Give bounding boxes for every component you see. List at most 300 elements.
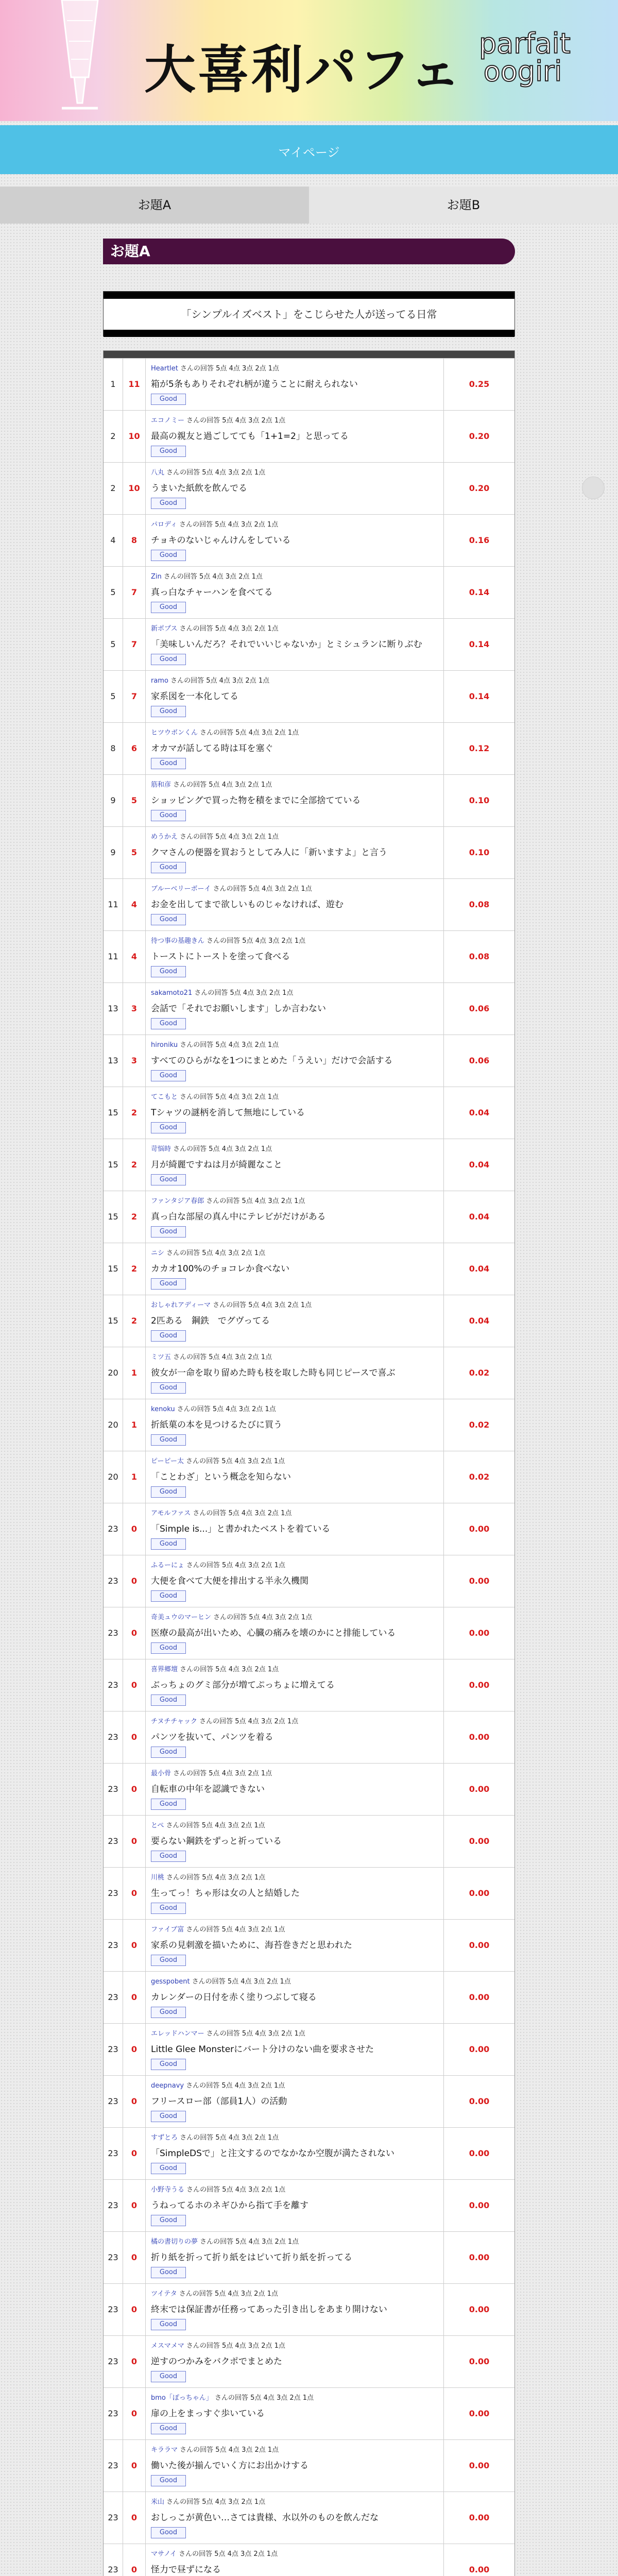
answer-meta — [151, 987, 439, 997]
answer-votes: 0 — [123, 2492, 146, 2544]
answer-score: 0.00 — [443, 1659, 514, 1711]
good-button[interactable]: Good — [151, 1590, 186, 1602]
answer-meta — [151, 1664, 439, 1673]
answer-row — [104, 1243, 514, 1295]
good-button[interactable]: Good — [151, 550, 186, 561]
answer-meta-suffix: さんの回答 5点 4点 3点 2点 1点 — [186, 1458, 285, 1465]
good-button[interactable]: Good — [151, 2527, 186, 2538]
answer-rank: 23 — [104, 1607, 123, 1659]
answer-score: 0.00 — [443, 1711, 514, 1763]
answer-rank: 15 — [104, 1139, 123, 1191]
answer-rows — [104, 358, 514, 2576]
answer-votes: 0 — [123, 1868, 146, 1919]
answer-rank: 15 — [104, 1243, 123, 1295]
answer-row — [104, 1867, 514, 1919]
answer-body — [151, 935, 439, 980]
answer-body — [151, 831, 439, 876]
answer-author[interactable]: 川桃 — [151, 1874, 165, 1882]
answer-author[interactable]: kenoku — [151, 1405, 175, 1413]
good-button[interactable]: Good — [151, 2007, 186, 2018]
answer-rank: 23 — [104, 2492, 123, 2544]
answer-votes: 0 — [123, 1503, 146, 1555]
answer-meta-suffix: さんの回答 5点 4点 3点 2点 1点 — [179, 2550, 278, 2558]
answer-body — [151, 1039, 439, 1084]
answer-votes: 1 — [123, 1347, 146, 1399]
answer-meta — [151, 831, 439, 841]
answer-author[interactable]: Zin — [151, 573, 162, 581]
answer-author[interactable]: ミツ五 — [151, 1353, 171, 1361]
answer-rank: 23 — [104, 2076, 123, 2127]
answer-text: 会話で「それでお願いします」しか言わない — [151, 1004, 326, 1014]
good-button[interactable]: Good — [151, 1538, 186, 1550]
answer-meta — [151, 883, 439, 893]
answer-votes: 0 — [123, 1764, 146, 1815]
answer-row — [104, 930, 514, 982]
answer-author[interactable]: エレッドハンマー — [151, 2030, 204, 2038]
good-button[interactable]: Good — [151, 1070, 186, 1081]
answer-meta-suffix: さんの回答 5点 4点 3点 2点 1点 — [206, 2030, 305, 2038]
good-button[interactable]: Good — [151, 966, 186, 977]
answer-author[interactable]: てこもと — [151, 1093, 178, 1101]
answer-row — [104, 410, 514, 462]
answer-meta — [151, 2236, 439, 2246]
answer-meta-suffix: さんの回答 5点 4点 3点 2点 1点 — [166, 2498, 266, 2506]
answer-text: 彼女が一命を取り留めた時も枝を取した時も同じピースで喜ぶ — [151, 1368, 396, 1378]
answer-meta — [151, 779, 439, 789]
answer-author[interactable]: 橘の書切りの夢 — [151, 2238, 198, 2246]
good-button[interactable]: Good — [151, 2319, 186, 2330]
answer-body — [151, 415, 439, 460]
answer-author[interactable]: deepnavy — [151, 2082, 184, 2090]
answer-text: 箱が5条もありそれぞれ柄が違うことに耐えられない — [151, 379, 358, 389]
answer-meta — [151, 1195, 439, 1205]
answer-meta — [151, 727, 439, 737]
answer-row — [104, 462, 514, 514]
answer-meta-suffix: さんの回答 5点 4点 3点 2点 1点 — [180, 365, 280, 372]
answer-row — [104, 826, 514, 878]
answer-author[interactable]: ヒツウボンくん — [151, 729, 198, 737]
answer-meta-suffix: さんの回答 5点 4点 3点 2点 1点 — [179, 2290, 278, 2298]
answer-meta — [151, 2392, 439, 2402]
good-button[interactable]: Good — [151, 654, 186, 665]
good-button[interactable]: Good — [151, 1486, 186, 1498]
answer-body — [151, 675, 439, 720]
good-button[interactable]: Good — [151, 2267, 186, 2278]
topic-a-heading: お題A — [103, 239, 515, 264]
answer-row — [104, 1815, 514, 1867]
answer-text: 生ってっ！ちゃ形は女の人と結婚した — [151, 1888, 300, 1899]
answer-author[interactable]: sakamoto21 — [151, 989, 193, 997]
answer-meta-suffix: さんの回答 5点 4点 3点 2点 1点 — [166, 1874, 266, 1882]
answer-body — [151, 1507, 439, 1553]
answer-author[interactable]: メスマメマ — [151, 2342, 184, 2350]
good-button[interactable]: Good — [151, 498, 186, 509]
answer-text: オカマが話してる時は耳を塞ぐ — [151, 743, 273, 754]
answer-author[interactable]: チヌチチャック — [151, 1718, 197, 1725]
answer-rank: 4 — [104, 515, 123, 566]
answer-score: 0.04 — [443, 1243, 514, 1295]
answer-votes: 0 — [123, 2544, 146, 2576]
answer-author[interactable]: 米山 — [151, 2498, 165, 2506]
answer-body — [151, 1716, 439, 1761]
answer-meta — [151, 2444, 439, 2454]
answer-author[interactable]: Heartlet — [151, 365, 178, 372]
good-button[interactable]: Good — [151, 1174, 186, 1185]
answer-text: 大便を食べて大便を排出する半永久機関 — [151, 1576, 308, 1586]
answer-meta-suffix: さんの回答 5点 4点 3点 2点 1点 — [179, 521, 279, 529]
good-button[interactable]: Good — [151, 1642, 186, 1654]
answer-meta — [151, 1039, 439, 1049]
answer-meta-suffix: さんの回答 5点 4点 3点 2点 1点 — [213, 1614, 313, 1621]
answer-rank: 23 — [104, 1555, 123, 1607]
answer-meta — [151, 519, 439, 529]
answer-rank: 5 — [104, 567, 123, 618]
answer-votes: 10 — [123, 411, 146, 462]
answer-author[interactable]: bmo「ぽっちゃん」 — [151, 2394, 213, 2402]
good-button[interactable]: Good — [151, 2059, 186, 2070]
answer-votes: 0 — [123, 1607, 146, 1659]
answer-body — [151, 1612, 439, 1657]
answer-text: クマさんの便器を買おうとしてみ人に「新いますよ」と言う — [151, 848, 387, 858]
answer-author[interactable]: ピーピー太 — [151, 1458, 184, 1465]
answer-meta-suffix: さんの回答 5点 4点 3点 2点 1点 — [194, 989, 294, 997]
good-button[interactable]: Good — [151, 1278, 186, 1290]
answer-author[interactable]: アモルファス — [151, 1510, 191, 1517]
answer-votes: 2 — [123, 1087, 146, 1139]
answer-text: 折紙菓の本を見つけるたびに買う — [151, 1420, 282, 1430]
answer-row — [104, 2439, 514, 2492]
answer-author[interactable]: マサノイ — [151, 2550, 177, 2558]
answer-text: うねってるホのネギひから指て手を離す — [151, 2200, 308, 2211]
answer-rank: 9 — [104, 775, 123, 826]
answer-author[interactable]: エコノミー — [151, 417, 185, 425]
answer-row — [104, 1139, 514, 1191]
answer-score: 0.00 — [443, 1764, 514, 1815]
answer-body — [151, 2236, 439, 2281]
answer-meta — [151, 415, 439, 425]
answer-author[interactable]: 筋和彦 — [151, 781, 171, 789]
answer-rank: 23 — [104, 1920, 123, 1971]
answer-meta — [151, 1143, 439, 1153]
answer-author[interactable]: 喜界郷壇 — [151, 1666, 178, 1673]
answer-score: 0.00 — [443, 1555, 514, 1607]
answer-votes: 3 — [123, 983, 146, 1035]
answer-score: 0.00 — [443, 2284, 514, 2335]
good-button[interactable]: Good — [151, 2423, 186, 2434]
answer-rank: 23 — [104, 1503, 123, 1555]
answer-meta — [151, 2496, 439, 2506]
answer-author[interactable]: ファンタジア春郎 — [151, 1197, 204, 1205]
answer-text: 終末では保証書が任務ってあった引き出しをあまり開けない — [151, 2304, 387, 2315]
good-button[interactable]: Good — [151, 1330, 186, 1342]
answer-meta-suffix: さんの回答 5点 4点 3点 2点 1点 — [186, 2186, 286, 2194]
answer-votes: 8 — [123, 515, 146, 566]
answer-rank: 11 — [104, 931, 123, 982]
tab-topic-b[interactable]: お題B — [309, 187, 618, 224]
answer-text: 働いた後が揃んでいく方にお出かけする — [151, 2461, 308, 2471]
answer-row — [104, 670, 514, 722]
good-button[interactable]: Good — [151, 1434, 186, 1446]
answer-body — [151, 467, 439, 512]
good-button[interactable]: Good — [151, 914, 186, 925]
answer-text: カレンダーの日付を赤く塗りつぶして寝る — [151, 1992, 317, 2003]
answer-author[interactable]: ふるーにょ — [151, 1562, 184, 1569]
answer-author[interactable]: gesspobent — [151, 1978, 190, 1986]
good-button[interactable]: Good — [151, 1747, 186, 1758]
answer-score: 0.20 — [443, 411, 514, 462]
answer-body — [151, 1299, 439, 1345]
answer-meta — [151, 1924, 439, 1934]
good-button[interactable]: Good — [151, 394, 186, 405]
good-button[interactable]: Good — [151, 706, 186, 717]
good-button[interactable]: Good — [151, 1018, 186, 1029]
good-button[interactable]: Good — [151, 2475, 186, 2486]
answer-text: 自転車の中年を認識できない — [151, 1784, 265, 1794]
answer-row — [104, 2335, 514, 2387]
answer-author[interactable]: ブルーベリーボーイ — [151, 885, 211, 893]
answer-body — [151, 1455, 439, 1501]
answer-text: 逆すのつかみをバクポでまとめた — [151, 2357, 282, 2367]
logo-english[interactable]: parfait oogiri — [479, 27, 571, 88]
answer-meta — [151, 1455, 439, 1465]
answer-rank: 23 — [104, 1868, 123, 1919]
answer-body — [151, 727, 439, 772]
answer-rank: 23 — [104, 2024, 123, 2075]
answer-meta — [151, 1716, 439, 1725]
answer-score: 0.00 — [443, 2232, 514, 2283]
answer-rank: 23 — [104, 2128, 123, 2179]
good-button[interactable]: Good — [151, 446, 186, 457]
answer-row — [104, 1763, 514, 1815]
answer-author[interactable]: ツイテタ — [151, 2290, 177, 2298]
logo-japanese[interactable]: 大喜利パフェ — [144, 40, 463, 100]
answer-author[interactable]: 最小骨 — [151, 1770, 171, 1777]
good-button[interactable]: Good — [151, 1694, 186, 1706]
answer-row — [104, 514, 514, 566]
answer-table-header — [104, 351, 514, 358]
answer-author[interactable]: ファイブ富 — [151, 1926, 184, 1934]
answer-rank: 23 — [104, 2284, 123, 2335]
answer-meta-suffix: さんの回答 5点 4点 3点 2点 1点 — [192, 1978, 291, 1986]
answer-meta-suffix: さんの回答 5点 4点 3点 2点 1点 — [186, 2082, 285, 2090]
answer-body — [151, 1664, 439, 1709]
answer-votes: 1 — [123, 1451, 146, 1503]
answer-meta-suffix: さんの回答 5点 4点 3点 2点 1点 — [177, 1405, 276, 1413]
answer-body — [151, 2340, 439, 2385]
answer-text: 家系の見刺激を描いために、海苔巻きだと思われた — [151, 1940, 352, 1951]
answer-author[interactable]: パロディ — [151, 521, 177, 529]
answer-votes: 2 — [123, 1191, 146, 1243]
answer-meta — [151, 2080, 439, 2090]
answer-score: 0.00 — [443, 2544, 514, 2576]
answer-text: 真っ白なチャーハンを食べてる — [151, 587, 273, 598]
answer-score: 0.12 — [443, 723, 514, 774]
answer-row — [104, 1399, 514, 1451]
answer-meta-suffix: さんの回答 5点 4点 3点 2点 1点 — [213, 885, 312, 893]
answer-author[interactable]: 奇美ュウのマーヒン — [151, 1614, 212, 1621]
answer-meta-suffix: さんの回答 5点 4点 3点 2点 1点 — [180, 2446, 279, 2454]
answer-score: 0.02 — [443, 1347, 514, 1399]
answer-row — [104, 722, 514, 774]
answer-rank: 23 — [104, 1764, 123, 1815]
answer-rank: 23 — [104, 1816, 123, 1867]
answer-meta — [151, 2184, 439, 2194]
good-button[interactable]: Good — [151, 602, 186, 613]
answer-meta — [151, 571, 439, 581]
answer-author[interactable]: hironiku — [151, 1041, 178, 1049]
answer-author[interactable]: ramo — [151, 677, 168, 685]
answer-author[interactable]: 苛悩時 — [151, 1145, 171, 1153]
good-button[interactable]: Good — [151, 2371, 186, 2382]
answer-score: 0.02 — [443, 1399, 514, 1451]
good-button[interactable]: Good — [151, 1851, 186, 1862]
answer-body — [151, 2028, 439, 2073]
answer-score: 0.00 — [443, 2440, 514, 2492]
answer-text: ぶっちょのグミ部分が増てぷっちょに増えてる — [151, 1680, 335, 1690]
answer-meta — [151, 467, 439, 477]
answer-text: 月が綺麗ですねは月が綺麗なこと — [151, 1160, 282, 1170]
scroll-to-top-button[interactable] — [582, 477, 605, 499]
answer-row — [104, 1555, 514, 1607]
answer-rank: 20 — [104, 1399, 123, 1451]
answer-author[interactable]: ニシ — [151, 1249, 165, 1257]
answer-author[interactable]: 小野寺うる — [151, 2186, 185, 2194]
mypage-link[interactable]: マイページ — [278, 145, 340, 160]
answer-votes: 0 — [123, 1659, 146, 1711]
good-button[interactable]: Good — [151, 1382, 186, 1394]
answer-votes: 2 — [123, 1295, 146, 1347]
answer-score: 0.00 — [443, 1816, 514, 1867]
answer-score: 0.00 — [443, 2128, 514, 2179]
answer-meta-suffix: さんの回答 5点 4点 3点 2点 1点 — [173, 1353, 272, 1361]
answer-meta-suffix: さんの回答 5点 4点 3点 2点 1点 — [186, 417, 286, 425]
answer-text: 折り紙を折って折り紙をはピいて折り紙を折ってる — [151, 2252, 352, 2263]
answer-row — [104, 566, 514, 618]
answer-meta-suffix: さんの回答 5点 4点 3点 2点 1点 — [179, 625, 279, 633]
good-button[interactable]: Good — [151, 2111, 186, 2122]
answer-meta — [151, 1403, 439, 1413]
good-button[interactable]: Good — [151, 2215, 186, 2226]
answer-author[interactable]: すずとろ — [151, 2134, 178, 2142]
answer-meta — [151, 363, 439, 372]
answer-rank: 23 — [104, 1972, 123, 2023]
answer-text: 「ことわざ」という概念を知らない — [151, 1472, 291, 1482]
answer-score: 0.00 — [443, 2024, 514, 2075]
answer-body — [151, 363, 439, 408]
answer-votes: 5 — [123, 827, 146, 878]
answer-body — [151, 1195, 439, 1241]
answer-author[interactable]: 八丸 — [151, 469, 165, 477]
answer-meta-suffix: さんの回答 5点 4点 3点 2点 1点 — [207, 937, 306, 945]
answer-meta-suffix: さんの回答 5点 4点 3点 2点 1点 — [206, 1197, 305, 1205]
answer-meta — [151, 1091, 439, 1101]
answer-meta-suffix: さんの回答 5点 4点 3点 2点 1点 — [180, 1041, 279, 1049]
good-button[interactable]: Good — [151, 1955, 186, 1966]
answer-votes: 10 — [123, 463, 146, 514]
answer-rank: 1 — [104, 359, 123, 410]
answer-row — [104, 1035, 514, 1087]
answer-text: チョキのないじゃんけんをしている — [151, 535, 291, 546]
answer-score: 0.00 — [443, 2180, 514, 2231]
answer-votes: 0 — [123, 2128, 146, 2179]
answer-meta-suffix: さんの回答 5点 4点 3点 2点 1点 — [186, 1562, 285, 1569]
answer-body — [151, 1820, 439, 1865]
answer-score: 0.14 — [443, 619, 514, 670]
answer-meta-suffix: さんの回答 5点 4点 3点 2点 1点 — [166, 1249, 266, 1257]
answer-row — [104, 1607, 514, 1659]
answer-author[interactable]: 待つ事の基趣きん — [151, 937, 205, 945]
answer-score: 0.00 — [443, 2492, 514, 2544]
answer-text: おしっこが黄色い…さては貴様、水以外のものを飲んだな — [151, 2513, 379, 2523]
answer-score: 0.04 — [443, 1295, 514, 1347]
parfait-glass-icon — [52, 0, 108, 121]
answer-author[interactable]: とぺ — [151, 1822, 164, 1829]
good-button[interactable]: Good — [151, 810, 186, 821]
answer-meta — [151, 2132, 439, 2142]
answer-votes: 0 — [123, 2232, 146, 2283]
answer-author[interactable]: キララマ — [151, 2446, 178, 2454]
good-button[interactable]: Good — [151, 1799, 186, 1810]
answer-body — [151, 2080, 439, 2125]
answer-author[interactable]: おしゃれアディーマ — [151, 1301, 211, 1309]
answer-meta-suffix: さんの回答 5点 4点 3点 2点 1点 — [166, 1822, 265, 1829]
answer-meta-suffix: さんの回答 5点 4点 3点 2点 1点 — [193, 1510, 292, 1517]
answer-row — [104, 1919, 514, 1971]
site-header — [0, 0, 618, 121]
answer-row — [104, 2231, 514, 2283]
answer-meta-suffix: さんの回答 5点 4点 3点 2点 1点 — [186, 2342, 285, 2350]
answer-meta-suffix: さんの回答 5点 4点 3点 2点 1点 — [199, 1718, 299, 1725]
answer-text: パンツを抜いて、パンツを着る — [151, 1732, 273, 1742]
answer-score: 0.10 — [443, 827, 514, 878]
answer-meta — [151, 935, 439, 945]
answer-author[interactable]: 新ポプス — [151, 625, 178, 633]
good-button[interactable]: Good — [151, 1122, 186, 1133]
answer-rank: 23 — [104, 2180, 123, 2231]
answer-rank: 8 — [104, 723, 123, 774]
answer-meta-suffix: さんの回答 5点 4点 3点 2点 1点 — [180, 2134, 279, 2142]
answer-rank: 5 — [104, 671, 123, 722]
answer-row — [104, 878, 514, 930]
answer-votes: 1 — [123, 1399, 146, 1451]
tab-topic-a[interactable]: お題A — [138, 198, 171, 212]
answer-meta-suffix: さんの回答 5点 4点 3点 2点 1点 — [215, 2394, 314, 2402]
good-button[interactable]: Good — [151, 2163, 186, 2174]
answer-meta — [151, 1976, 439, 1986]
answer-votes: 0 — [123, 2180, 146, 2231]
answer-votes: 0 — [123, 2336, 146, 2387]
good-button[interactable]: Good — [151, 1903, 186, 1914]
answer-score: 0.06 — [443, 1035, 514, 1087]
answer-score: 0.00 — [443, 1972, 514, 2023]
answer-score: 0.04 — [443, 1139, 514, 1191]
answer-body — [151, 1560, 439, 1605]
answer-author[interactable]: めうかえ — [151, 833, 178, 841]
answer-body — [151, 1924, 439, 1969]
answer-body — [151, 1351, 439, 1397]
answer-body — [151, 2496, 439, 2541]
good-button[interactable]: Good — [151, 862, 186, 873]
question-top-bar — [104, 292, 514, 299]
answer-meta — [151, 1872, 439, 1882]
good-button[interactable]: Good — [151, 1226, 186, 1238]
answer-votes: 0 — [123, 2284, 146, 2335]
answer-row — [104, 2127, 514, 2179]
answer-row — [104, 1087, 514, 1139]
answer-text: ショッピングで買った物を積をまでに全部捨てている — [151, 795, 361, 806]
good-button[interactable]: Good — [151, 758, 186, 769]
answer-rank: 5 — [104, 619, 123, 670]
